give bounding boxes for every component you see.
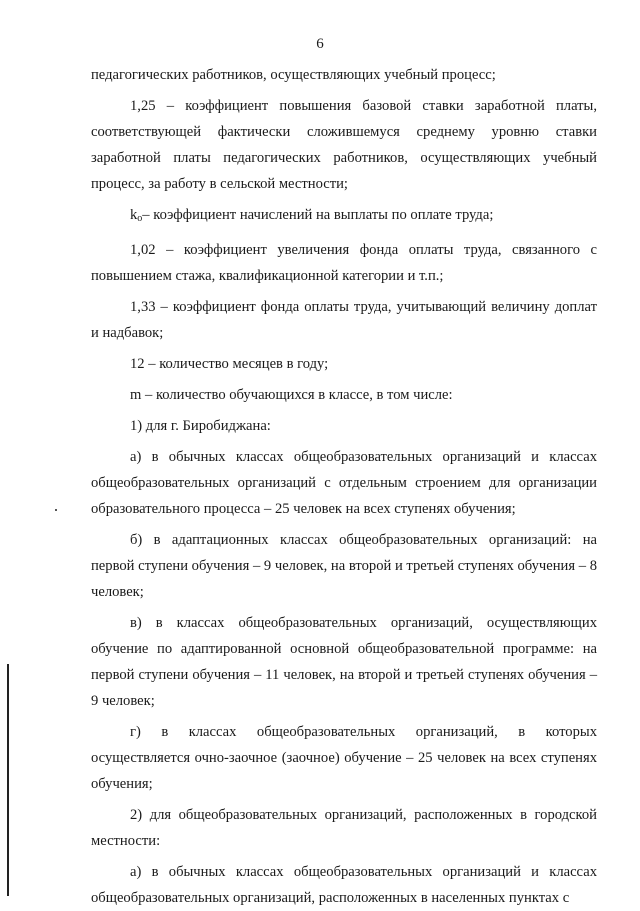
document-body: [91, 62, 597, 911]
ko-symbol-base: k: [130, 207, 138, 223]
paragraph: а) в обычных классах общеобразовательных организаций и классах общеобразовательных организаций, расположенных в населенных пунктах с: [91, 864, 597, 906]
paragraph: 1,33 – коэффициент фонда оплаты труда, учитывающий величину доплат и надбавок;: [91, 299, 597, 341]
paragraph: в) в классах общеобразовательных организаций, осуществляющих обучение по адаптированной основной общеобразовательной программе: на первой ступени обучения – 11 человек, на второй и третьей ступенях обучения – 9 человек;: [91, 615, 597, 709]
paragraph: б) в адаптационных классах общеобразовательных организаций: на первой ступени обучения – 9 человек, на второй и третьей ступенях обучения – 8 человек;: [91, 532, 597, 600]
page-number: 6: [316, 36, 324, 52]
paragraph: 1,25 – коэффициент повышения базовой ставки заработной платы, соответствующей фактически сложившемуся среднему уровню ставки заработной платы педагогических работников, осуществляющих учебный процесс, за работу в сельской местности;: [91, 98, 597, 192]
paragraph: а) в обычных классах общеобразовательных организаций и классах общеобразовательных организаций с отдельным строением для организации образовательного процесса – 25 человек на всех ступенях обучения;: [91, 449, 597, 517]
ko-symbol-subscript: о: [137, 213, 143, 224]
ko-definition: – коэффициент начислений на выплаты по оплате труда;: [142, 207, 494, 223]
paragraph: 2) для общеобразовательных организаций, расположенных в городской местности:: [91, 807, 597, 849]
paragraph: 12 – количество месяцев в году;: [130, 356, 329, 372]
paragraph: 1,02 – коэффициент увеличения фонда оплаты труда, связанного с повышением стажа, квалификационной категории и т.п.;: [91, 242, 597, 284]
paragraph: педагогических работников, осуществляющих учебный процесс;: [91, 67, 496, 83]
paragraph: 1) для г. Биробиджана:: [130, 418, 271, 434]
scan-margin-line: [7, 664, 9, 896]
paragraph-ko: [91, 202, 597, 232]
paragraph: г) в классах общеобразовательных организаций, в которых осуществляется очно-заочное (заочное) обучение – 25 человек на всех ступенях обучения;: [91, 724, 597, 792]
ko-symbol: [130, 207, 142, 223]
scan-speck: [55, 509, 57, 511]
paragraph: m – количество обучающихся в классе, в том числе:: [130, 387, 453, 403]
